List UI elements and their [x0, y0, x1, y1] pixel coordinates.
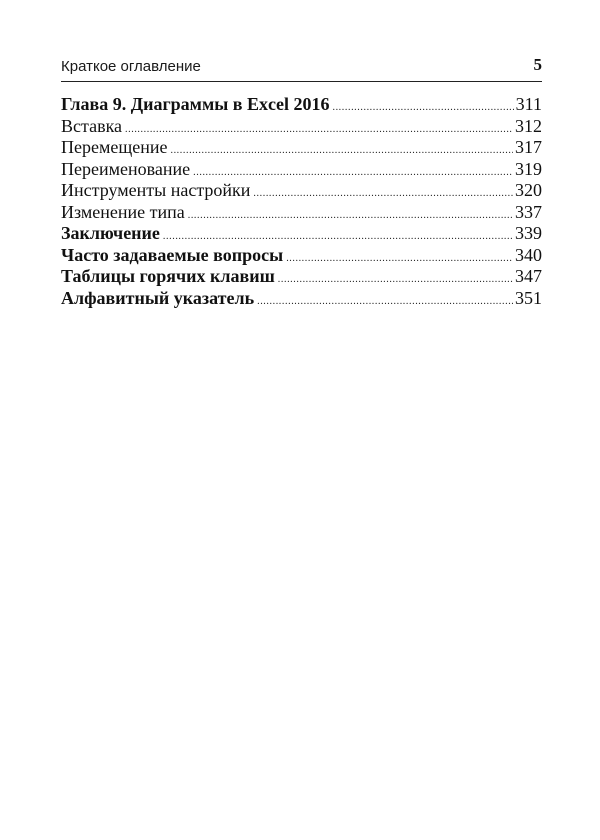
- toc-entry-title: Переименование: [61, 158, 191, 179]
- toc-entry-chapter-9: [61, 94, 542, 116]
- toc-entry-rename: [61, 159, 542, 181]
- running-header: [61, 55, 542, 82]
- dot-leader: [253, 189, 513, 199]
- dot-leader: [163, 232, 513, 242]
- toc-entry-change-type: [61, 202, 542, 224]
- dot-leader: [278, 275, 513, 285]
- dot-leader: [170, 146, 513, 156]
- dot-leader: [332, 103, 513, 113]
- toc-entry-title: Глава 9. Диаграммы в Excel 2016: [61, 94, 330, 114]
- dot-leader: [257, 297, 513, 307]
- toc-entry-page: 320: [515, 180, 542, 200]
- table-of-contents: [61, 94, 542, 309]
- toc-entry-title: Таблицы горячих клавиш: [61, 266, 275, 286]
- dot-leader: [188, 211, 513, 221]
- toc-entry-settings-tools: [61, 180, 542, 202]
- dot-leader: [125, 125, 513, 135]
- toc-entry-page: 347: [515, 266, 542, 286]
- toc-entry-page: 317: [515, 137, 542, 157]
- toc-entry-move: [61, 137, 542, 159]
- header-title: Краткое оглавление: [61, 58, 201, 75]
- toc-entry-page: 351: [515, 287, 542, 308]
- page-number: 5: [533, 55, 542, 74]
- toc-entry-page: 340: [515, 244, 542, 265]
- toc-entry-page: 319: [515, 158, 542, 179]
- toc-entry-faq: [61, 245, 542, 267]
- toc-entry-title: Вставка: [61, 115, 123, 136]
- toc-entry-page: 312: [515, 115, 542, 136]
- toc-entry-title: Алфавитный указатель: [61, 287, 255, 308]
- toc-entry-page: 311: [515, 94, 542, 114]
- toc-entry-title: Инструменты настройки: [61, 180, 251, 200]
- toc-entry-conclusion: [61, 223, 542, 245]
- dot-leader: [193, 168, 513, 178]
- dot-leader: [286, 254, 513, 264]
- toc-entry-insert: [61, 116, 542, 138]
- toc-entry-title: Заключение: [61, 223, 160, 243]
- toc-entry-index: [61, 288, 542, 310]
- toc-entry-title: Изменение типа: [61, 201, 185, 222]
- toc-entry-hotkeys: [61, 266, 542, 288]
- toc-entry-title: Перемещение: [61, 137, 168, 157]
- toc-entry-page: 337: [515, 201, 542, 222]
- toc-entry-page: 339: [515, 223, 542, 243]
- toc-entry-title: Часто задаваемые вопросы: [61, 244, 284, 265]
